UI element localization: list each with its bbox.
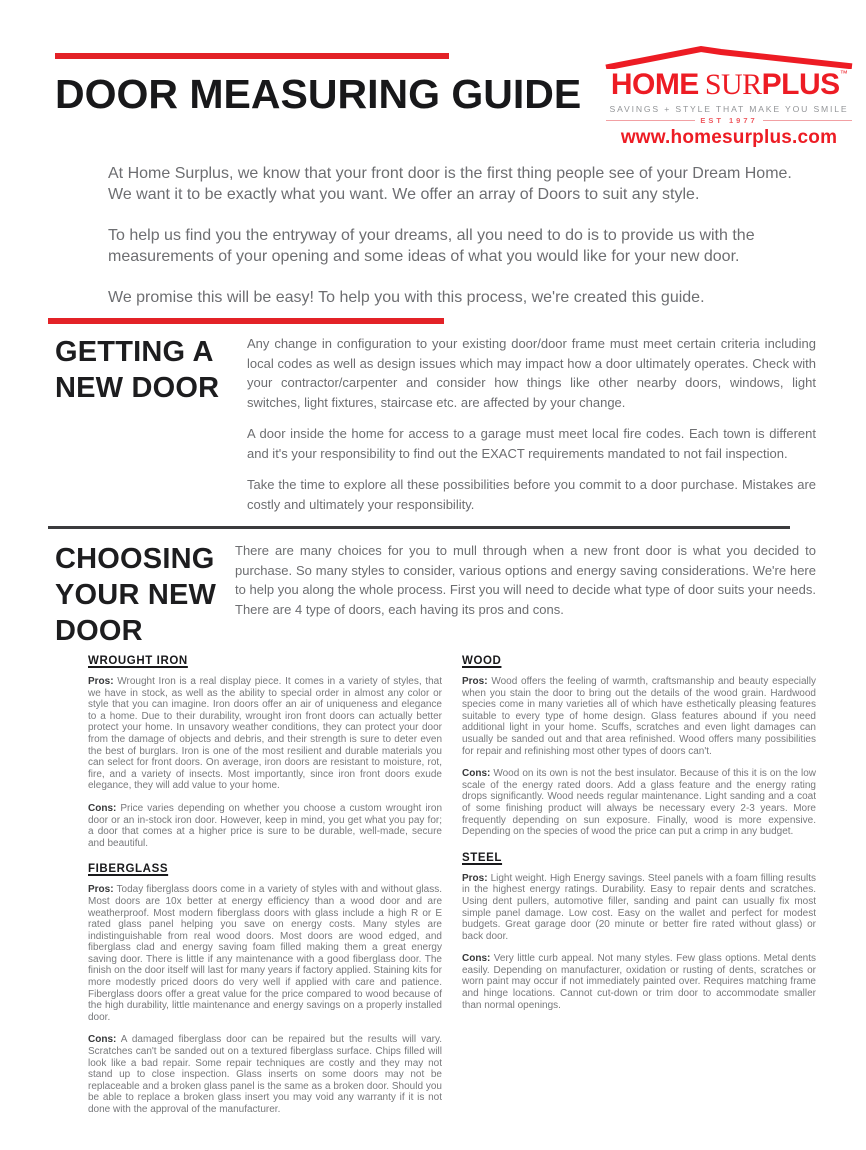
- roof-icon: [605, 45, 853, 69]
- page-title: DOOR MEASURING GUIDE: [55, 71, 582, 117]
- door-type-wrought-iron: [88, 655, 442, 849]
- door-column-right: [462, 655, 816, 1130]
- cons-text: Price varies depending on whether you choose a custom wrought iron door or an in-stock iron door. However, keep in mind, you get what you pay for; a door that comes at a higher price is sure to be durable, well-made, secure and beautiful.: [88, 802, 443, 849]
- home-surplus-logo: [604, 45, 854, 149]
- wrought-iron-pros: [88, 676, 442, 792]
- cons-label: Cons:: [462, 768, 491, 780]
- intro-line-3: To help us find you the entryway of your dreams, all you need to do is to provide us with the measurements of your opening and some ideas of what you would like for your new door.: [108, 227, 755, 265]
- wood-title: WOOD: [462, 655, 502, 667]
- cons-label: Cons:: [88, 802, 117, 814]
- pros-label: Pros:: [462, 872, 488, 884]
- logo-home-text: HOME: [610, 68, 699, 101]
- getting-paragraph: Take the time to explore all these possibilities before you commit to a door purchase. Mistakes are costly and ultimately your responsibility.: [247, 477, 816, 512]
- steel-cons: [462, 953, 816, 1011]
- pros-label: Pros:: [88, 884, 114, 896]
- getting-heading-line2: NEW DOOR: [55, 372, 220, 404]
- cons-text: A damaged fiberglass door can be repaired but the results will vary. Scratches can't be sanded out on a textured fiberglass surface. Chips filled will look like a bad repair. Some repair techniques are costly and they may not stand up to close inspection. Glass inserts on some doors may not be replaceable and a broken glass panel is the same as a broken door. Should you be able to replace a broken glass insert you may void any warranty if it is not done with the approval of the manufacturer.: [88, 1034, 442, 1115]
- fiberglass-title: FIBERGLASS: [88, 863, 169, 876]
- cons-label: Cons:: [88, 1034, 117, 1046]
- choosing-section-intro: [235, 541, 816, 649]
- getting-heading-line1: GETTING A: [55, 336, 214, 368]
- est-dash-right: [763, 120, 852, 121]
- getting-section-body: [247, 334, 816, 514]
- header: [0, 0, 866, 149]
- logo-sur-text: SUR: [704, 68, 762, 101]
- fiberglass-cons: [88, 1034, 442, 1115]
- choosing-intro-paragraph: There are many choices for you to mull through when a new front door is what you decided to purchase. So many styles to consider, various options and energy saving considerations. We're here to help you along the whole process. First you will need to decide what type of door suits your needs. There are 4 type of doors, each having its pros and cons.: [235, 543, 816, 617]
- steel-title: STEEL: [462, 851, 503, 864]
- established-text: EST 1977: [700, 116, 758, 125]
- cons-text: Wood on its own is not the best insulator. Because of this it is on the low scale of the energy rated doors. Add a glass feature and the energy rating drops significantly. Wood needs regular maintenance. Light sanding and a coat of some finishing product will always be necessary every 2-3 years. More frequently depending on sun exposure. Finally, wood is more expensive. Depending on the species of wood the price can put a crimp in any budget.: [462, 768, 816, 838]
- section-getting-a-new-door: [0, 324, 866, 514]
- choosing-heading-line2: YOUR NEW: [55, 579, 217, 611]
- intro-line-1: At Home Surplus, we know that your front door is the first thing people see of your Dream Home.: [108, 165, 792, 182]
- logo-tagline: SAVINGS + STYLE THAT MAKE YOU SMILE: [609, 104, 849, 114]
- logo-established-row: [606, 116, 852, 125]
- pros-text: Wrought Iron is a real display piece. It comes in a variety of styles, that we have in stock, as well as the ability to special order in almost any color or style that you can imagine. Iron doors offer an air of uniqueness and elegance to a home. Due to their durability, wrought iron front doors can actually better protect your home. In unsavory weather conditions, they can protect your door from the damage of objects and debris, and their strength is sure to deter even the best of burglars. Iron is one of the most resilient and durable materials you can select for front doors. On average, iron doors are resistant to moisture, rot, fire, and a variety of insects. Most importantly, since iron front doors exude elegance, they will add value to your home.: [88, 676, 442, 792]
- door-type-wood: [462, 655, 816, 838]
- section-choosing-your-new-door: [0, 529, 866, 649]
- pros-text: Wood offers the feeling of warmth, craftsmanship and beauty especially when you stain the door to bring out the details of the wood grain. Hardwood species come in many varieties all of which have esthetically pleasing features suitable to every type of home design. Glass features abound if you need additional light in your home. Scuffs, scratches and even light damages can usually be sanded out and that area refinished. Wood offers many possibilities for repair and refinishing most other types of doors can't.: [462, 676, 817, 757]
- cons-label: Cons:: [462, 953, 491, 965]
- intro-line-4: We promise this will be easy! To help you with this process, we're created this guide.: [108, 289, 705, 306]
- choosing-heading-line3: DOOR: [55, 615, 143, 647]
- title-block: [55, 45, 581, 117]
- wood-cons: [462, 768, 816, 838]
- intro-line-2: We want it to be exactly what you want. We offer an array of Doors to suit any style.: [108, 186, 700, 203]
- choosing-section-heading: [55, 541, 235, 649]
- wrought-iron-title: WROUGHT IRON: [88, 655, 188, 667]
- getting-paragraph: A door inside the home for access to a garage must meet local fire codes. Each town is different and it's your responsibility to find out the EXACT requirements mandated to not fail inspection.: [247, 426, 816, 461]
- cons-text: Very little curb appeal. Not many styles. Few glass options. Metal dents easily. Depending on manufacturer, oxidation or rusting of dents, scratches or worn paint may occur if not immediately painted over. Requires matching frame and hinge locations. Cannot cut-down or trim door to accommodate smaller than normal openings.: [462, 953, 816, 1011]
- logo-plus-text: PLUS: [761, 68, 840, 101]
- pros-text: Today fiberglass doors come in a variety of styles with and without glass. Most doors are 10x better at energy efficiency than a wood door and are weatherproof. Most modern fiberglass doors with glass include a high R or E rated glass panel helping you save on energy costs. Many styles are indistinguishable from real wood doors. Most doors are wood edged, and fiberglass clad and energy saving foam filled making them a great energy saving door. There is little if any maintenance with a good fiberglass door. The finish on the door itself will last for many years if factory applied. Staining kits for more modestly priced doors do very well if applied with care and patience. Fiberglass doors offer a great value for the price compared to wood because of the high durability, little maintenance and energy savings on a properly installed door.: [88, 884, 442, 1023]
- pros-label: Pros:: [88, 676, 114, 687]
- door-type-columns: [88, 655, 816, 1150]
- getting-section-heading: [55, 334, 247, 514]
- intro-block: [108, 163, 798, 308]
- logo-wordmark: [604, 70, 854, 100]
- pros-text: Light weight. High Energy savings. Steel panels with a foam filling results in the highest energy ratings. Durability. Easy to repair dents and scratches. Using dent pullers, automotive filler, sanding and paint can usually fix most simple panel damage. Low cost. Easy on the wallet and perfect for modest budgets. Great garage door (20 minute or better fire rated without glass) or back door.: [462, 872, 817, 942]
- door-column-left: [88, 655, 442, 1130]
- choosing-heading-line1: CHOOSING: [55, 543, 215, 575]
- door-type-fiberglass: [88, 863, 442, 1115]
- wrought-iron-cons: [88, 803, 442, 849]
- steel-pros: [462, 873, 816, 943]
- pros-label: Pros:: [462, 676, 488, 687]
- est-dash-left: [606, 120, 695, 121]
- wood-pros: [462, 676, 816, 757]
- door-type-steel: [462, 852, 816, 1012]
- red-accent-bar-top: [55, 53, 449, 59]
- getting-paragraph: Any change in configuration to your existing door/door frame must meet certain criteria including local codes as well as design issues which may impact how a door ultimately operates. Check with your contractor/carpenter and consider how things like other nearby doors, windows, light switches, light fixtures, staircase etc. are affected by your change.: [247, 336, 816, 410]
- trademark-symbol: ™: [839, 69, 848, 78]
- fiberglass-pros: [88, 884, 442, 1023]
- website-link[interactable]: www.homesurplus.com: [620, 127, 838, 148]
